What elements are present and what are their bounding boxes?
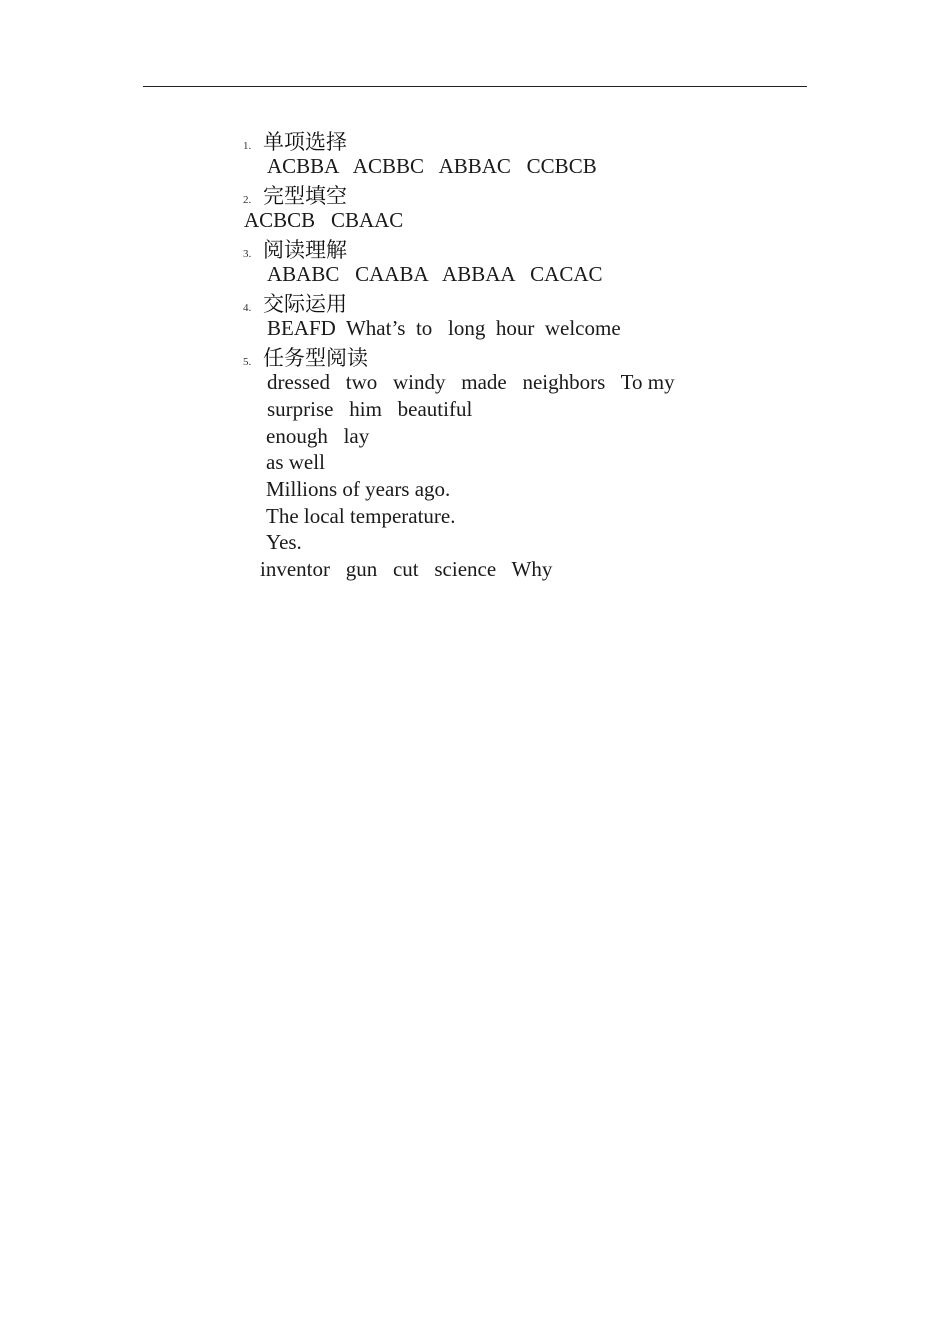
section-title: 阅读理解 [263,238,347,262]
section-title: 交际运用 [263,292,347,316]
section-heading-1 [243,126,347,152]
answer-line: surprise him beautiful [267,397,473,421]
answer-line: Millions of years ago. [266,477,451,501]
section-number: 2. [243,194,252,206]
answer-line: ACBCB CBAAC [244,208,404,232]
section-number: 1. [243,140,252,152]
section-heading-5 [243,342,368,368]
section-title: 完型填空 [263,184,347,208]
answer-line: BEAFD What’s to long hour welcome [267,316,621,340]
section-heading-4 [243,288,347,314]
answer-line: ACBBA ACBBC ABBAC CCBCB [267,154,597,178]
answer-line: enough lay [266,424,370,448]
section-heading-2 [243,180,347,206]
section-title: 任务型阅读 [263,346,368,370]
section-title: 单项选择 [263,130,347,154]
answer-line: dressed two windy made neighbors To my [267,370,675,394]
answer-line: Yes. [266,530,302,554]
answer-line: inventor gun cut science Why [260,557,553,581]
answer-line: ABABC CAABA ABBAA CACAC [267,262,603,286]
section-heading-3 [243,234,347,260]
section-number: 3. [243,248,252,260]
answer-line: as well [266,450,325,474]
answer-line: The local temperature. [266,504,456,528]
section-number: 4. [243,302,252,314]
section-number: 5. [243,356,252,368]
